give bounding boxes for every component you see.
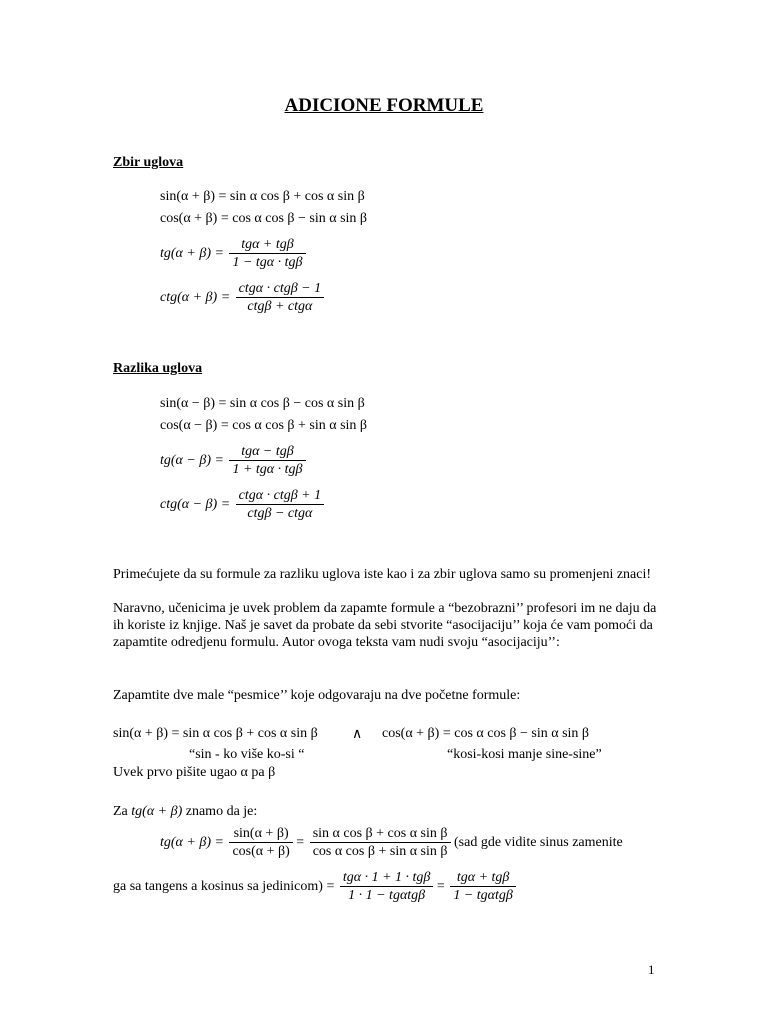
page-title: ADICIONE FORMULE [284,95,484,116]
tg-intro-formula: tg(α + β) [131,804,183,819]
numerator: sin(α + β) [229,825,292,843]
logical-and-symbol: ∧ [352,727,363,742]
numerator: ctgα · ctgβ − 1 [236,280,324,298]
tg-intro [113,804,257,820]
page-number: 1 [648,962,655,977]
formula-tg-sum [160,236,306,271]
formula-sin-diff: sin(α − β) = sin α cos β − cos α sin β [160,396,365,411]
denominator: ctgβ + ctgα [247,299,313,314]
tg-note: (sad gde vidite sinus zamenite [454,834,623,850]
fraction [310,825,451,860]
tg-note-continued: ga sa tangens a kosinus sa jedinicom) = [113,878,335,894]
formula-lhs: ctg(α − β) = [160,496,231,512]
numerator: tgα + tgβ [450,869,516,887]
formula-ctg-diff [160,487,324,522]
formula-cos-diff: cos(α − β) = cos α cos β + sin α sin β [160,418,368,433]
formula-sin-sum-repeat: sin(α + β) = sin α cos β + cos α sin β [113,726,318,741]
fraction [229,825,292,860]
denominator: ctgβ − ctgα [247,506,313,521]
tg-derivation-line2 [113,869,516,904]
denominator: 1 − tgα · tgβ [232,255,303,270]
denominator: 1 · 1 − tgαtgβ [348,888,426,903]
formula-lhs: tg(α + β) = [160,245,224,261]
numerator: tgα · 1 + 1 · tgβ [340,869,434,887]
section-heading-razlika: Razlika uglova [113,361,203,376]
numerator: tgα − tgβ [229,443,305,461]
paragraph-naravno: Naravno, učenicima je uvek problem da zapamte formule a “bezobrazni’’ profesori im ne daju da ih koriste iz knjige. Naš je savet da probate da sebi stvorite “asocijaciju’’ koja će vam pomoći da zapamtite odredjenu formulu. Autor ovoga teksta vam nudi svoju “asocijaciju’’: [113,601,657,650]
fraction [229,443,305,478]
fraction [236,487,324,522]
formula-ctg-sum [160,280,324,315]
fraction [229,236,305,271]
song-cos: “kosi-kosi manje sine-sine” [447,747,602,762]
paragraph-primecujete: Primećujete da su formule za razliku uglova iste kao i za zbir uglova samo su promenjeni znaci! [113,567,652,582]
formula-cos-sum-repeat: cos(α + β) = cos α cos β − sin α sin β [382,726,590,741]
song-sin: “sin - ko više ko-si “ [189,747,305,762]
formula-cos-sum: cos(α + β) = cos α cos β − sin α sin β [160,211,368,226]
numerator: sin α cos β + cos α sin β [310,825,451,843]
formula-lhs: tg(α − β) = [160,452,224,468]
denominator: 1 + tgα · tgβ [232,462,303,477]
numerator: ctgα · ctgβ + 1 [236,487,324,505]
fraction [340,869,434,904]
fraction [450,869,516,904]
denominator: 1 − tgαtgβ [453,888,513,903]
denominator: cos(α + β) [232,844,290,859]
equals-sign: = [296,834,305,850]
denominator: cos α cos β + sin α sin β [312,844,448,859]
tg-intro-b: znamo da je: [185,804,258,819]
fraction [236,280,324,315]
tg-derivation-line1 [160,825,623,860]
section-heading-zbir: Zbir uglova [113,155,184,170]
numerator: tgα + tgβ [229,236,305,254]
tg-intro-a: Za [113,804,128,819]
formula-sin-sum: sin(α + β) = sin α cos β + cos α sin β [160,189,365,204]
order-hint: Uvek prvo pišite ugao α pa β [113,765,276,780]
formula-lhs: ctg(α + β) = [160,289,231,305]
equals-sign: = [436,878,445,894]
formula-tg-diff [160,443,306,478]
paragraph-zapamtite: Zapamtite dve male “pesmice’’ koje odgovaraju na dve početne formule: [113,688,521,703]
formula-lhs: tg(α + β) = [160,834,224,850]
